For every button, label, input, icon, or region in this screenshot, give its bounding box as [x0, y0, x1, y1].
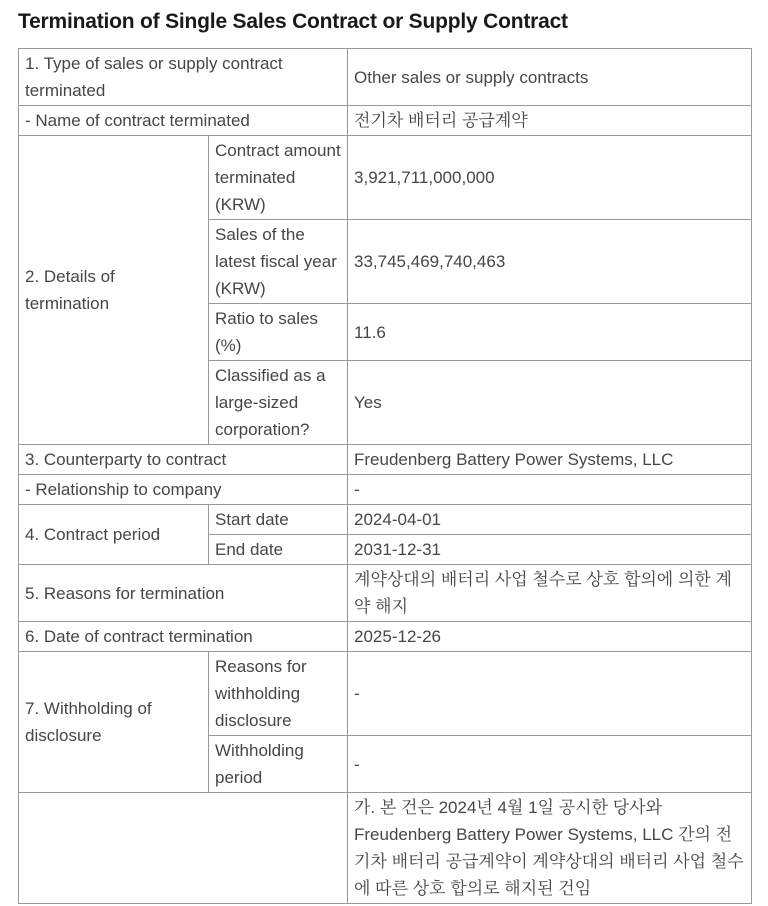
- contract-type-value: Other sales or supply contracts: [348, 49, 752, 106]
- relationship-value: -: [348, 475, 752, 505]
- counterparty-label: 3. Counterparty to contract: [19, 445, 348, 475]
- end-date-label: End date: [209, 535, 348, 565]
- contract-amount-label: Contract amount terminated (KRW): [209, 136, 348, 220]
- contract-type-label: 1. Type of sales or supply contract terminated: [19, 49, 348, 106]
- start-date-label: Start date: [209, 505, 348, 535]
- ratio-to-sales-label: Ratio to sales (%): [209, 304, 348, 361]
- large-corporation-value: Yes: [348, 361, 752, 445]
- page-title: Termination of Single Sales Contract or Supply Contract: [18, 10, 568, 33]
- termination-reasons-value: 계약상대의 배터리 사업 철수로 상호 합의에 의한 계약 해지: [348, 565, 752, 622]
- row-termination-details-amount: [19, 136, 752, 220]
- row-other-note: [19, 793, 752, 904]
- row-termination-reasons: [19, 565, 752, 622]
- contract-name-value: 전기차 배터리 공급계약: [348, 106, 752, 136]
- ratio-to-sales-value: 11.6: [348, 304, 752, 361]
- withholding-reasons-label: Reasons for withholding disclosure: [209, 652, 348, 736]
- large-corporation-label: Classified as a large-sized corporation?: [209, 361, 348, 445]
- other-note-label: [19, 793, 348, 904]
- fiscal-year-sales-label: Sales of the latest fiscal year (KRW): [209, 220, 348, 304]
- row-contract-name: [19, 106, 752, 136]
- termination-date-value: 2025-12-26: [348, 622, 752, 652]
- row-termination-date: [19, 622, 752, 652]
- termination-reasons-label: 5. Reasons for termination: [19, 565, 348, 622]
- contract-name-label: - Name of contract terminated: [19, 106, 348, 136]
- disclosure-table: [18, 48, 752, 904]
- withholding-label: 7. Withholding of disclosure: [19, 652, 209, 793]
- fiscal-year-sales-value: 33,745,469,740,463: [348, 220, 752, 304]
- row-counterparty: [19, 445, 752, 475]
- row-withholding-reasons: [19, 652, 752, 736]
- termination-date-label: 6. Date of contract termination: [19, 622, 348, 652]
- row-contract-period-start: [19, 505, 752, 535]
- end-date-value: 2031-12-31: [348, 535, 752, 565]
- counterparty-value: Freudenberg Battery Power Systems, LLC: [348, 445, 752, 475]
- start-date-value: 2024-04-01: [348, 505, 752, 535]
- row-contract-type: [19, 49, 752, 106]
- termination-details-label: 2. Details of termination: [19, 136, 209, 445]
- other-note-value: 가. 본 건은 2024년 4월 1일 공시한 당사와 Freudenberg Battery Power Systems, LLC 간의 전기차 배터리 공급계약이 계약상대의 배터리 사업 철수에 따른 상호 합의로 해지된 건임: [348, 793, 752, 904]
- contract-amount-value: 3,921,711,000,000: [348, 136, 752, 220]
- relationship-label: - Relationship to company: [19, 475, 348, 505]
- withholding-period-label: Withholding period: [209, 736, 348, 793]
- contract-period-label: 4. Contract period: [19, 505, 209, 565]
- withholding-period-value: -: [348, 736, 752, 793]
- row-relationship: [19, 475, 752, 505]
- withholding-reasons-value: -: [348, 652, 752, 736]
